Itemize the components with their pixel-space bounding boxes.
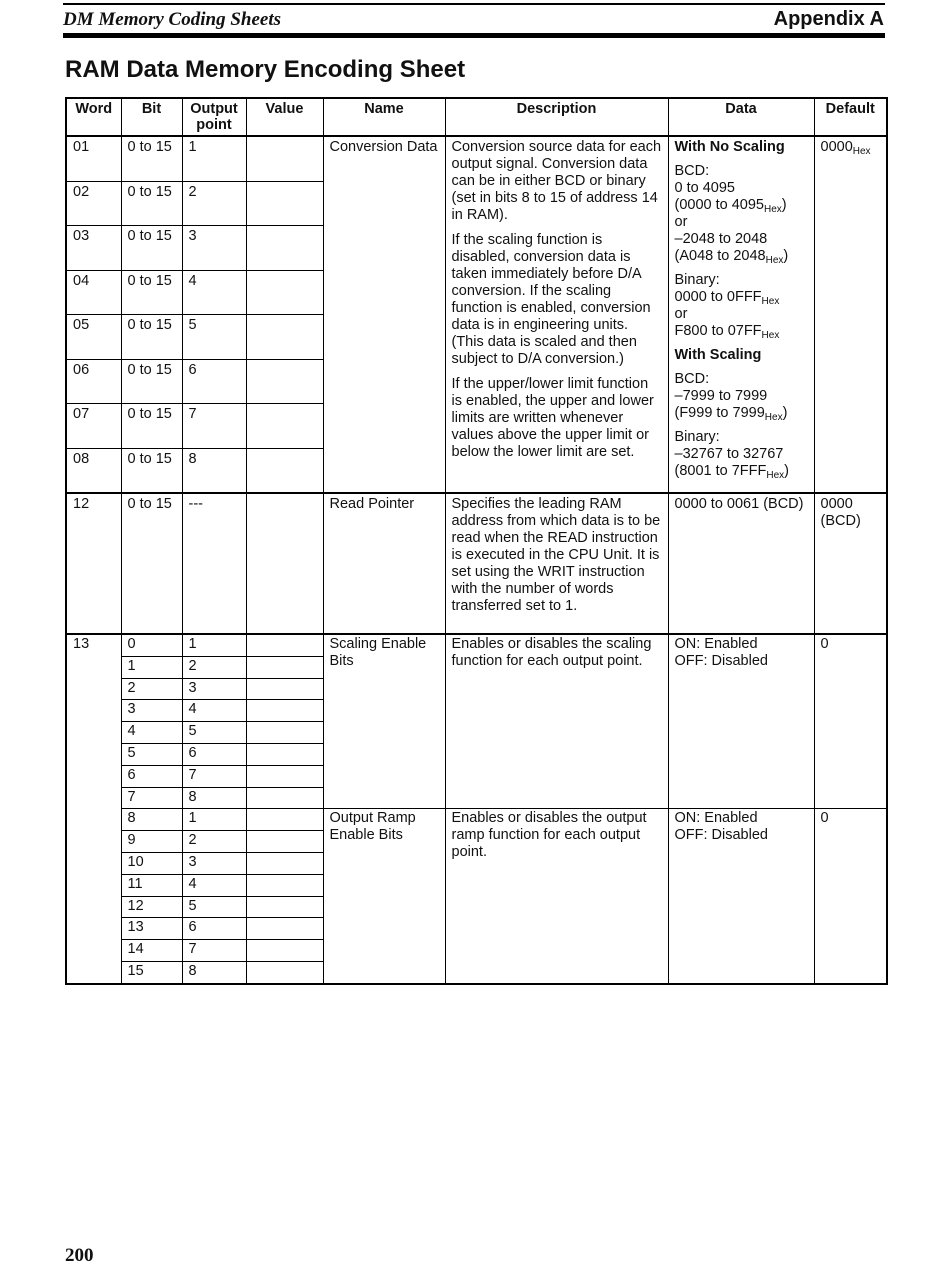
value-cell: [246, 404, 323, 449]
output-point-cell: 6: [182, 918, 246, 940]
name-cell-conversion-data: Conversion Data: [323, 136, 445, 493]
word-cell: 12: [66, 493, 121, 634]
bit-cell: 0 to 15: [121, 448, 182, 493]
data-scaled-binary-hex-range: (8001 to $7FFF_{Hex}$): [674, 463, 790, 481]
bit-cell: 0 to 15: [121, 493, 182, 634]
data-bcd-hex-range: (0000 to $4095_{Hex}$): [674, 197, 787, 215]
output-point-cell: 3: [182, 226, 246, 271]
column-header-value: Value: [246, 98, 323, 136]
data-bcd-signed-hex-range: (A048 to $2048_{Hex}$): [674, 248, 789, 266]
data-cell-conversion-data: [668, 136, 814, 493]
description-cell-read-pointer: Specifies the leading RAM address from which data is to be read when the READ instruction is executed in the CPU Unit. It is set using the WRIT instruction with the number of words transferred set to 1.: [445, 493, 668, 634]
bit-cell: 4: [121, 722, 182, 744]
output-point-cell: 8: [182, 961, 246, 983]
word-cell: 04: [66, 270, 121, 315]
value-cell: [246, 634, 323, 656]
value-cell: [246, 809, 323, 831]
output-point-cell: 1: [182, 809, 246, 831]
output-point-cell: 5: [182, 722, 246, 744]
column-header-name: Name: [323, 98, 445, 136]
data-scaled-bcd-range: –7999 to 7999: [674, 388, 768, 404]
output-point-cell: 2: [182, 656, 246, 678]
data-binary-label: Binary:: [674, 429, 720, 445]
header-bottom-rule: [63, 33, 885, 38]
column-header-output-point: Output point: [182, 98, 246, 136]
running-header-section: DM Memory Coding Sheets: [63, 9, 281, 30]
output-point-cell: 4: [182, 700, 246, 722]
value-cell: [246, 270, 323, 315]
value-cell: [246, 136, 323, 181]
value-cell: [246, 918, 323, 940]
word-cell: 07: [66, 404, 121, 449]
description-paragraph: If the scaling function is disabled, conversion data is taken immediately before D/A conversion. If the scaling function is enabled, conversion data is in engineering units. (This data is scaled and then subject to D/A conversion.): [451, 232, 651, 367]
description-paragraph: If the upper/lower limit function is enabled, the upper and lower limits are written whenever values above the upper limit or below the lower limit are set.: [451, 376, 654, 460]
output-point-cell: 7: [182, 765, 246, 787]
column-header-word: Word: [66, 98, 121, 136]
data-heading-with-scaling: With Scaling: [674, 347, 762, 363]
value-cell: [246, 722, 323, 744]
output-point-cell: 3: [182, 852, 246, 874]
default-cell-conversion-data: $0000_{Hex}$: [814, 136, 887, 493]
column-header-description: Description: [445, 98, 668, 136]
word-cell-13: 13: [66, 634, 121, 984]
output-point-cell: 2: [182, 181, 246, 226]
bit-cell: 7: [121, 787, 182, 809]
bit-cell: 5: [121, 743, 182, 765]
data-off-text: OFF: Disabled: [674, 827, 768, 844]
default-cell-output-ramp-enable: 0: [814, 809, 887, 984]
bit-cell: 2: [121, 678, 182, 700]
bit-cell: 0: [121, 634, 182, 656]
bit-cell: 6: [121, 765, 182, 787]
data-scaled-binary-range: –32767 to 32767: [674, 446, 784, 462]
bit-cell: 9: [121, 831, 182, 853]
header-top-rule: [63, 3, 885, 5]
bit-cell: 8: [121, 809, 182, 831]
bit-cell: 3: [121, 700, 182, 722]
value-cell: [246, 961, 323, 983]
column-header-default: Default: [814, 98, 887, 136]
data-heading-no-scaling: With No Scaling: [674, 139, 785, 155]
output-point-cell: 5: [182, 896, 246, 918]
output-point-cell: 8: [182, 448, 246, 493]
data-scaled-bcd-hex-range: (F999 to $7999_{Hex}$): [674, 405, 788, 423]
description-cell-output-ramp-enable: Enables or disables the output ramp function for each output point.: [445, 809, 668, 984]
table-row-read-pointer: [66, 493, 887, 634]
output-point-cell: 5: [182, 315, 246, 360]
output-point-cell: 7: [182, 404, 246, 449]
word-cell: 06: [66, 359, 121, 404]
output-point-cell: 1: [182, 634, 246, 656]
value-cell: [246, 448, 323, 493]
word-cell: 08: [66, 448, 121, 493]
output-point-cell: 7: [182, 940, 246, 962]
bit-cell: 15: [121, 961, 182, 983]
page-number: 200: [65, 1245, 94, 1266]
value-cell: [246, 181, 323, 226]
output-point-cell: 1: [182, 136, 246, 181]
bit-cell: 11: [121, 874, 182, 896]
bit-cell: 0 to 15: [121, 136, 182, 181]
output-point-cell: ---: [182, 493, 246, 634]
table-row: [66, 634, 887, 656]
data-cell-output-ramp-enable: [668, 809, 814, 984]
bit-cell: 0 to 15: [121, 315, 182, 360]
data-or: or: [674, 214, 688, 230]
data-binary-range: 0000 to $0FFF_{Hex}$: [674, 289, 780, 307]
data-cell-scaling-enable: [668, 634, 814, 809]
output-point-cell: 3: [182, 678, 246, 700]
output-point-cell: 4: [182, 270, 246, 315]
column-header-bit: Bit: [121, 98, 182, 136]
bit-cell: 0 to 15: [121, 181, 182, 226]
value-cell: [246, 493, 323, 634]
output-point-cell: 6: [182, 743, 246, 765]
table-row: [66, 809, 887, 831]
running-header-appendix: Appendix A: [773, 8, 884, 30]
value-cell: [246, 678, 323, 700]
encoding-sheet-table: [65, 97, 888, 985]
value-cell: [246, 940, 323, 962]
bit-cell: 0 to 15: [121, 359, 182, 404]
table-header-row: [66, 98, 887, 136]
default-cell-read-pointer: 0000 (BCD): [814, 493, 887, 634]
output-point-cell: 2: [182, 831, 246, 853]
page-title: RAM Data Memory Encoding Sheet: [65, 56, 466, 83]
description-cell-scaling-enable: Enables or disables the scaling function for each output point.: [445, 634, 668, 809]
data-bcd-label: BCD:: [674, 163, 710, 179]
name-cell-read-pointer: Read Pointer: [323, 493, 445, 634]
value-cell: [246, 315, 323, 360]
description-paragraph: Conversion source data for each output signal. Conversion data can be in either BCD or binary (set in bits 8 to 15 of address 14 in RAM).: [451, 139, 662, 223]
word-cell: 02: [66, 181, 121, 226]
value-cell: [246, 359, 323, 404]
output-point-cell: 8: [182, 787, 246, 809]
data-or: or: [674, 306, 688, 322]
bit-cell: 12: [121, 896, 182, 918]
table-row: [66, 136, 887, 181]
value-cell: [246, 874, 323, 896]
value-cell: [246, 226, 323, 271]
column-header-data: Data: [668, 98, 814, 136]
output-point-cell: 6: [182, 359, 246, 404]
output-point-cell: 4: [182, 874, 246, 896]
data-bcd-signed-range: –2048 to 2048: [674, 231, 768, 247]
name-cell-scaling-enable: Scaling Enable Bits: [323, 634, 445, 809]
bit-cell: 13: [121, 918, 182, 940]
data-on-text: ON: Enabled: [674, 810, 758, 827]
description-cell-conversion-data: [445, 136, 668, 493]
word-cell: 03: [66, 226, 121, 271]
default-cell-scaling-enable: 0: [814, 634, 887, 809]
value-cell: [246, 896, 323, 918]
value-cell: [246, 656, 323, 678]
word-cell: 05: [66, 315, 121, 360]
bit-cell: 0 to 15: [121, 404, 182, 449]
name-cell-output-ramp-enable: Output Ramp Enable Bits: [323, 809, 445, 984]
value-cell: [246, 743, 323, 765]
data-binary-label: Binary:: [674, 272, 720, 288]
value-cell: [246, 700, 323, 722]
word-cell: 01: [66, 136, 121, 181]
bit-cell: 14: [121, 940, 182, 962]
bit-cell: 0 to 15: [121, 226, 182, 271]
value-cell: [246, 852, 323, 874]
bit-cell: 0 to 15: [121, 270, 182, 315]
bit-cell: 1: [121, 656, 182, 678]
value-cell: [246, 831, 323, 853]
value-cell: [246, 787, 323, 809]
data-bcd-label: BCD:: [674, 371, 710, 387]
data-off-text: OFF: Disabled: [674, 653, 768, 669]
data-binary-signed-range: F800 to $07FF_{Hex}$: [674, 323, 780, 341]
value-cell: [246, 765, 323, 787]
bit-cell: 10: [121, 852, 182, 874]
data-bcd-range: 0 to 4095: [674, 180, 735, 196]
data-cell-read-pointer: 0000 to 0061 (BCD): [668, 493, 814, 634]
data-on-text: ON: Enabled: [674, 636, 758, 652]
